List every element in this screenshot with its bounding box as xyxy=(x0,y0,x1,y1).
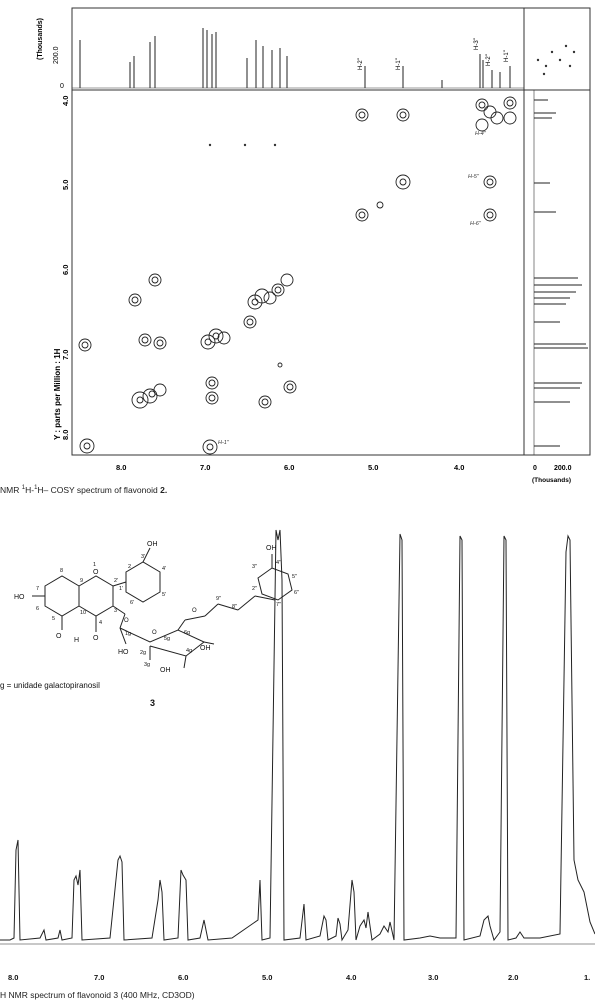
right-projection xyxy=(524,90,590,484)
peak-annotation: H-1'' xyxy=(504,50,510,62)
svg-text:6'': 6'' xyxy=(294,590,300,596)
x-tick: 6.0 xyxy=(284,463,295,472)
annotation: H-6'' xyxy=(470,221,481,227)
svg-text:4': 4' xyxy=(162,566,167,572)
figure1-caption: NMR $^1$H-$^1$H– COSY spectrum of flavonoid 2. xyxy=(0,485,168,495)
x-tick: 6.0 xyxy=(178,973,189,982)
x-tick: 4.0 xyxy=(454,463,465,472)
x-tick: 5.0 xyxy=(368,463,379,472)
x-tick: 8.0 xyxy=(116,463,127,472)
annotation: H-4'' xyxy=(475,131,486,137)
svg-text:6': 6' xyxy=(130,600,135,606)
svg-text:6g: 6g xyxy=(184,630,191,636)
svg-text:2'': 2'' xyxy=(252,586,258,592)
peak-annotation: H-2'' xyxy=(358,58,364,70)
svg-text:H: H xyxy=(74,637,80,644)
svg-text:O: O xyxy=(56,633,62,640)
top-axis-unit: (Thousands) xyxy=(37,18,44,60)
x-axis xyxy=(8,973,590,982)
right-axis-unit: (Thousands) xyxy=(532,477,571,484)
right-axis-tick-0: 0 xyxy=(533,465,537,472)
svg-text:OH: OH xyxy=(200,645,211,652)
svg-text:4g: 4g xyxy=(186,648,193,654)
svg-text:OH: OH xyxy=(160,667,171,674)
figure2-caption: H NMR spectrum of flavonoid 3 (400 MHz, CD3OD) xyxy=(0,990,195,1000)
peak-annotation: H-1'' xyxy=(396,58,402,70)
svg-text:O: O xyxy=(152,630,157,636)
x-tick: 1. xyxy=(584,973,591,982)
svg-text:1g: 1g xyxy=(125,631,132,637)
svg-text:7: 7 xyxy=(36,586,40,592)
sugar-legend: g = unidade galactopiranosil xyxy=(0,681,100,690)
svg-text:5': 5' xyxy=(162,592,167,598)
svg-text:3'': 3'' xyxy=(252,564,258,570)
svg-text:5'': 5'' xyxy=(292,574,298,580)
x-tick: 2.0 xyxy=(508,973,519,982)
peak-annotation: H-3'' xyxy=(474,38,480,50)
y-tick: 8.0 xyxy=(61,429,70,440)
svg-text:O: O xyxy=(93,635,99,642)
cosy-2d-plot xyxy=(53,90,524,472)
svg-text:HO: HO xyxy=(14,594,25,601)
cross-peaks xyxy=(79,97,516,454)
svg-text:9'': 9'' xyxy=(216,596,222,602)
svg-text:OH: OH xyxy=(266,545,277,552)
h-nmr-figure xyxy=(0,520,595,1000)
x-tick: 3.0 xyxy=(428,973,439,982)
peak-annotation: H-2'' xyxy=(486,54,492,66)
svg-text:3: 3 xyxy=(150,698,156,708)
y-tick: 5.0 xyxy=(61,179,70,190)
svg-text:9: 9 xyxy=(80,578,84,584)
svg-text:8'': 8'' xyxy=(232,604,238,610)
y-axis-title: Y : parts per Million : 1H xyxy=(53,348,62,440)
x-tick: 5.0 xyxy=(262,973,273,982)
x-tick: 8.0 xyxy=(8,973,19,982)
svg-text:6: 6 xyxy=(36,606,40,612)
top-projection xyxy=(37,8,524,90)
svg-text:OH: OH xyxy=(147,541,158,548)
svg-text:2': 2' xyxy=(114,578,119,584)
svg-text:2: 2 xyxy=(128,564,132,570)
svg-text:HO: HO xyxy=(118,649,129,656)
svg-text:3: 3 xyxy=(114,608,118,614)
svg-text:2g: 2g xyxy=(140,650,147,656)
y-tick: 4.0 xyxy=(61,95,70,106)
top-axis-tick-0: 0 xyxy=(60,83,64,90)
svg-text:3': 3' xyxy=(141,554,146,560)
annotation: H-5'' xyxy=(468,174,479,180)
svg-text:1': 1' xyxy=(119,586,124,592)
y-tick: 6.0 xyxy=(61,264,70,275)
svg-text:3g: 3g xyxy=(144,662,151,668)
svg-text:5: 5 xyxy=(52,616,56,622)
svg-text:4'': 4'' xyxy=(276,560,282,566)
top-axis-tick-200: 200.0 xyxy=(53,46,60,64)
x-tick: 4.0 xyxy=(346,973,357,982)
svg-text:10: 10 xyxy=(80,610,87,616)
svg-text:4: 4 xyxy=(99,620,103,626)
svg-text:8: 8 xyxy=(60,568,64,574)
svg-text:1: 1 xyxy=(93,562,97,568)
annotation: H-1'' xyxy=(218,440,229,446)
svg-text:7'': 7'' xyxy=(276,602,282,608)
svg-text:O: O xyxy=(93,569,99,576)
svg-text:O: O xyxy=(192,608,197,614)
x-tick: 7.0 xyxy=(94,973,105,982)
svg-text:O: O xyxy=(124,618,129,624)
x-tick: 7.0 xyxy=(200,463,211,472)
right-axis-tick-200: 200.0 xyxy=(554,465,572,472)
y-tick: 7.0 xyxy=(61,349,70,360)
corner-box xyxy=(524,8,590,90)
svg-text:5g: 5g xyxy=(164,636,171,642)
